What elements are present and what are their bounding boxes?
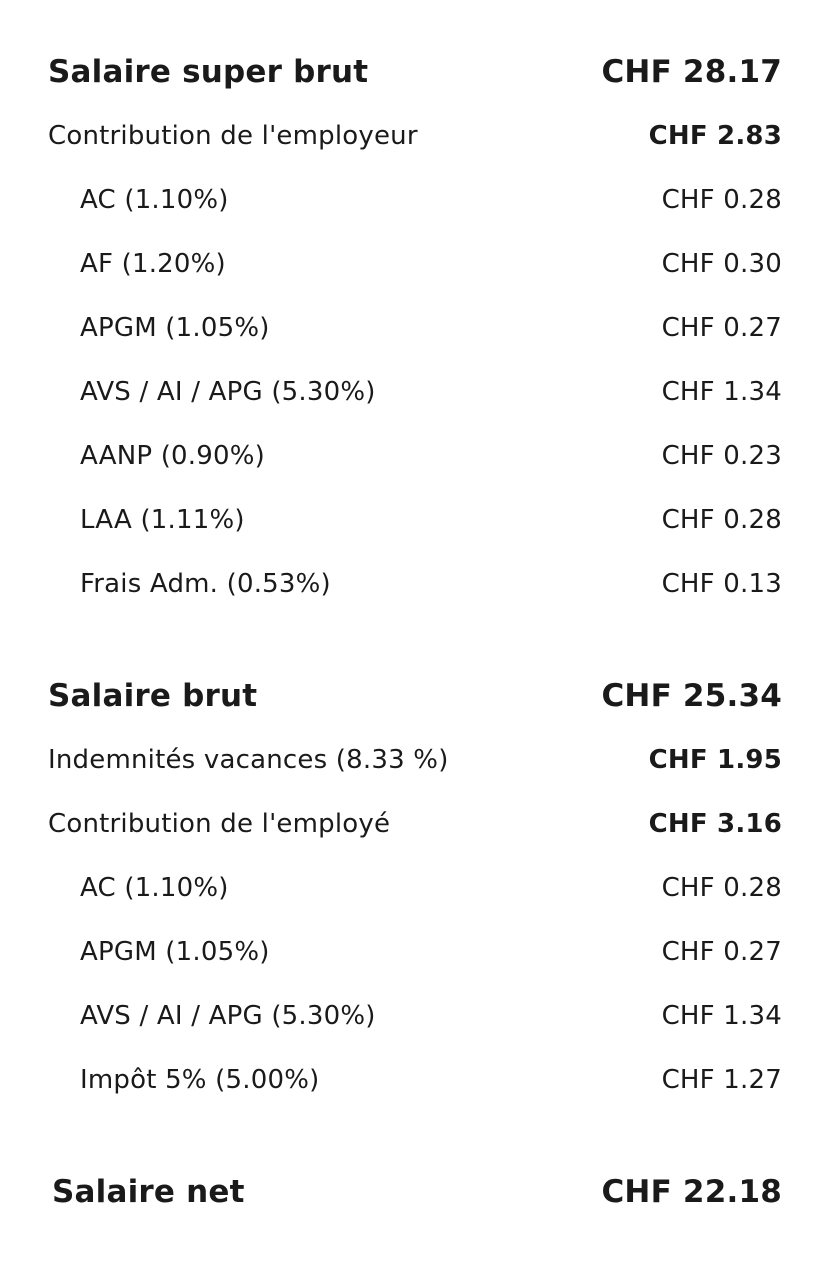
employee-item-label: AVS / AI / APG (5.30%) [80,1001,376,1031]
employee-item-label: APGM (1.05%) [80,937,270,967]
employer-item-value: CHF 1.34 [661,377,782,407]
employee-contribution-total: CHF 3.16 [648,809,782,839]
super-brut-total: CHF 28.17 [601,54,782,90]
employer-item-label: AF (1.20%) [80,249,226,279]
super-brut-header-row [48,52,782,92]
employer-item-row [48,372,782,412]
employee-item-value: CHF 0.27 [661,937,782,967]
employer-item-label: LAA (1.11%) [80,505,245,535]
employee-item-label: Impôt 5% (5.00%) [80,1065,320,1095]
employee-item-label: AC (1.10%) [80,873,229,903]
net-title: Salaire net [52,1174,245,1210]
brut-header-row [48,676,782,716]
employee-item-row [48,868,782,908]
employer-item-value: CHF 0.23 [661,441,782,471]
net-header-row [52,1172,782,1212]
employer-item-label: APGM (1.05%) [80,313,270,343]
brut-title: Salaire brut [48,678,258,714]
employee-item-row [48,996,782,1036]
employee-contribution-row [48,804,782,844]
net-total: CHF 22.18 [601,1174,782,1210]
employee-item-value: CHF 0.28 [661,873,782,903]
employer-item-value: CHF 0.28 [661,505,782,535]
employer-contribution-label: Contribution de l'employeur [48,121,418,151]
employer-item-value: CHF 0.30 [661,249,782,279]
employer-item-row [48,564,782,604]
employer-item-label: AC (1.10%) [80,185,229,215]
employer-item-value: CHF 0.13 [661,569,782,599]
employee-item-value: CHF 1.34 [661,1001,782,1031]
employer-item-row [48,308,782,348]
employer-item-row [48,500,782,540]
employee-item-row [48,932,782,972]
vacation-label: Indemnités vacances (8.33 %) [48,745,449,775]
employee-contribution-label: Contribution de l'employé [48,809,391,839]
employer-item-row [48,436,782,476]
employee-item-value: CHF 1.27 [661,1065,782,1095]
employer-item-label: AANP (0.90%) [80,441,265,471]
vacation-value: CHF 1.95 [648,745,782,775]
employer-contribution-row [48,116,782,156]
super-brut-title: Salaire super brut [48,54,369,90]
employer-item-row [48,244,782,284]
employer-item-row [48,180,782,220]
employer-item-value: CHF 0.28 [661,185,782,215]
employer-item-label: AVS / AI / APG (5.30%) [80,377,376,407]
vacation-row [48,740,782,780]
employer-item-value: CHF 0.27 [661,313,782,343]
employer-item-label: Frais Adm. (0.53%) [80,569,331,599]
employer-contribution-total: CHF 2.83 [648,121,782,151]
brut-total: CHF 25.34 [601,678,782,714]
employee-item-row [48,1060,782,1100]
